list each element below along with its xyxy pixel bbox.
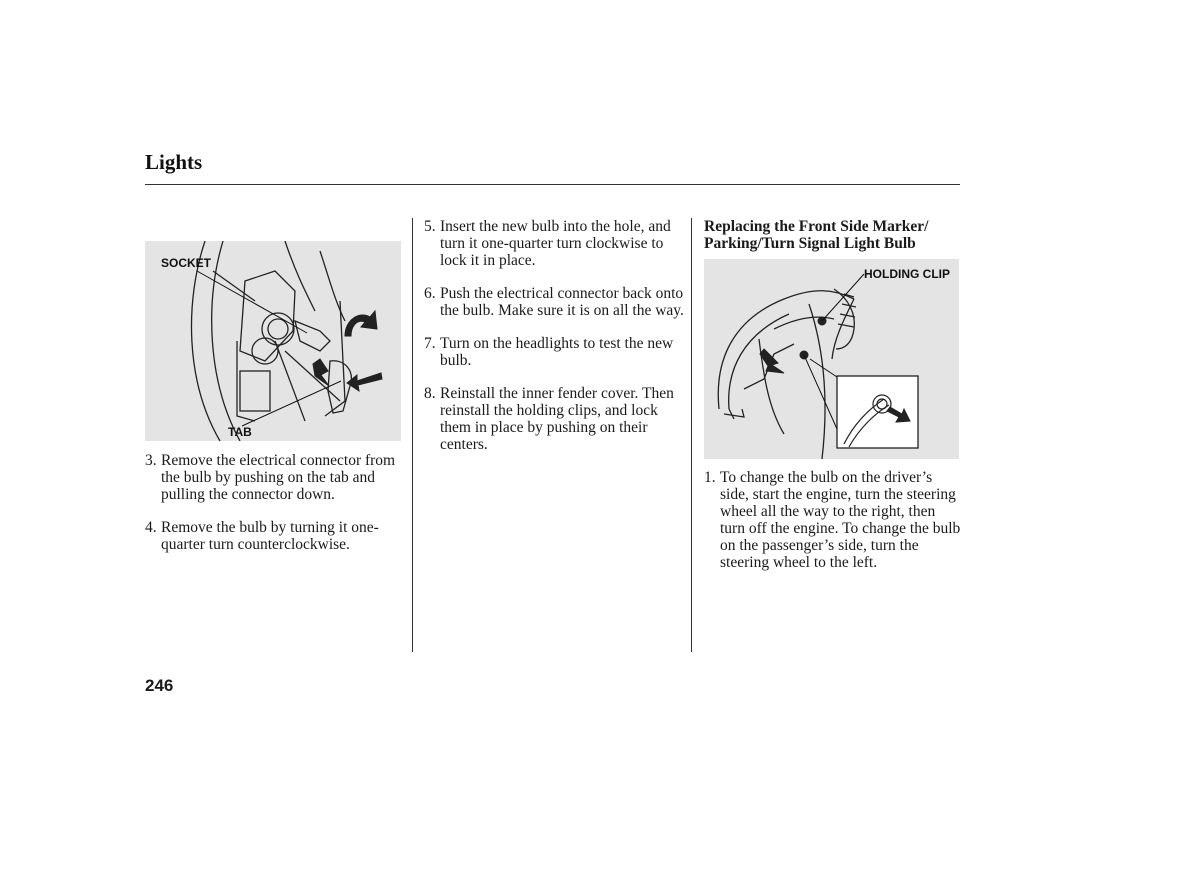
- step-text: Push the electrical connector back onto the bulb. Make sure it is on all the way.: [440, 285, 684, 319]
- step-number: 4.: [145, 519, 157, 536]
- left-steps-list: [145, 452, 407, 569]
- list-item: [145, 519, 407, 553]
- right-steps-list: [704, 469, 964, 587]
- step-text: Turn on the headlights to test the new bulb.: [440, 335, 674, 369]
- column-divider-left: [412, 218, 413, 652]
- holding-clip-drawing: [704, 259, 959, 459]
- list-item: [424, 285, 686, 319]
- list-item: [145, 452, 407, 503]
- list-item: [704, 469, 964, 571]
- step-number: 7.: [424, 335, 436, 352]
- step-number: 5.: [424, 218, 436, 235]
- middle-steps-list: [424, 218, 686, 469]
- list-item: [424, 385, 686, 453]
- step-text: To change the bulb on the driver’s side, start the engine, turn the steering wheel all the way to the right, then turn off the engine. To change the bulb on the passenger’s side, turn the steering wheel to the left.: [720, 469, 961, 571]
- socket-tab-drawing: [145, 241, 401, 441]
- list-item: [424, 335, 686, 369]
- tab-label: TAB: [228, 425, 252, 439]
- step-text: Remove the electrical connector from the bulb by pushing on the tab and pulling the connector down.: [161, 452, 396, 503]
- step-number: 1.: [704, 469, 716, 486]
- socket-tab-illustration: [145, 241, 401, 441]
- step-text: Remove the bulb by turning it one-quarter turn counterclockwise.: [161, 519, 379, 553]
- title-divider: [145, 184, 960, 185]
- holding-clip-label: HOLDING CLIP: [864, 267, 950, 281]
- list-item: [424, 218, 686, 269]
- socket-label: SOCKET: [161, 256, 212, 270]
- step-number: 3.: [145, 452, 157, 469]
- column-divider-right: [691, 218, 692, 652]
- step-number: 8.: [424, 385, 436, 402]
- holding-clip-illustration: [704, 259, 959, 459]
- page-title: Lights: [145, 150, 203, 174]
- section-heading: Replacing the Front Side Marker/ Parking/Turn Signal Light Bulb: [704, 218, 929, 252]
- step-text: Insert the new bulb into the hole, and turn it one-quarter turn clockwise to lock it in place.: [440, 218, 671, 269]
- step-text: Reinstall the inner fender cover. Then reinstall the holding clips, and lock them in place by pushing on their centers.: [440, 385, 674, 453]
- step-number: 6.: [424, 285, 436, 302]
- page-number: 246: [145, 676, 174, 695]
